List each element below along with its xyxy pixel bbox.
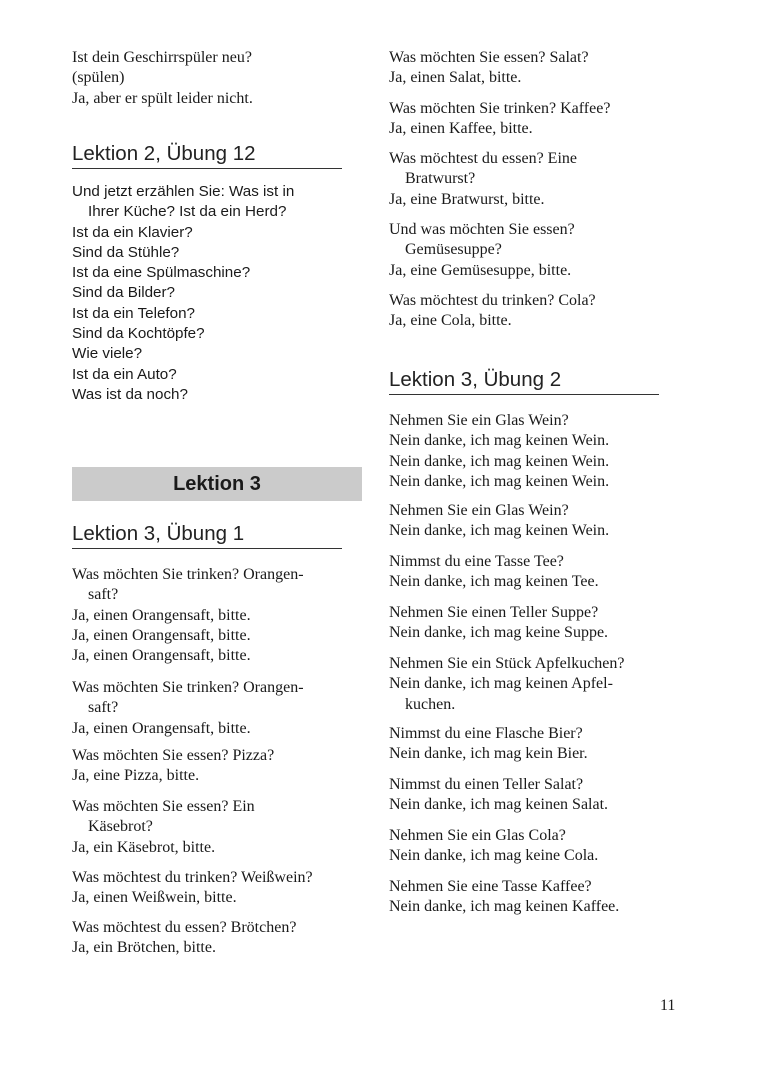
text-line: Nein danke, ich mag keinen Tee.	[389, 573, 599, 591]
text-line: Nehmen Sie ein Stück Apfelkuchen?	[389, 655, 625, 672]
text-line: Was möchten Sie trinken? Orangen-	[72, 566, 304, 583]
text-line: Was möchten Sie essen? Ein	[72, 798, 255, 815]
l3u1-group-1	[72, 565, 364, 666]
text-line: Ja, ein Käsebrot, bitte.	[72, 838, 216, 856]
l3u1-group-6	[72, 918, 364, 959]
text-line: Ja, einen Salat, bitte.	[389, 69, 522, 87]
text-line: Was möchtest du essen? Eine	[389, 150, 577, 167]
r-l3u1-group-5	[389, 291, 679, 332]
lesson-banner: Lektion 3	[72, 467, 362, 501]
text-line: Was möchten Sie trinken? Orangen-	[72, 679, 304, 696]
text-line: Bratwurst?	[405, 170, 476, 188]
text-line: Ja, eine Cola, bitte.	[389, 312, 512, 330]
text-line: Nein danke, ich mag keinen Wein.	[389, 522, 610, 540]
text-line: Nimmst du eine Tasse Tee?	[389, 553, 564, 570]
l3u2-group-2	[389, 501, 679, 542]
text-line: Und jetzt erzählen Sie: Was ist in	[72, 183, 295, 200]
text-line: Ist da eine Spülmaschine?	[72, 264, 251, 282]
l3u2-group-5	[389, 654, 679, 715]
text-line: Nein danke, ich mag keinen Wein.	[389, 472, 610, 490]
text-line: Nein danke, ich mag keinen Kaffee.	[389, 898, 620, 916]
text-line: Ja, aber er spült leider nicht.	[72, 89, 253, 107]
text-line: Nimmst du einen Teller Salat?	[389, 776, 584, 793]
text-line: Ist dein Geschirrspüler neu?	[72, 49, 252, 66]
section-heading-l3u2: Lektion 3, Übung 2	[389, 368, 659, 395]
text-line: Nein danke, ich mag keinen Wein.	[389, 452, 610, 470]
text-line: Ja, einen Weißwein, bitte.	[72, 889, 237, 907]
text-line: Ist da ein Klavier?	[72, 223, 193, 241]
text-line: Ja, einen Orangensaft, bitte.	[72, 626, 251, 644]
r-l3u1-group-4	[389, 220, 679, 281]
text-line: Nehmen Sie ein Glas Wein?	[389, 412, 569, 429]
section-heading-l3u1: Lektion 3, Übung 1	[72, 522, 342, 549]
text-line: Und was möchten Sie essen?	[389, 221, 575, 238]
l3u2-group-3	[389, 552, 679, 593]
text-line: Nimmst du eine Flasche Bier?	[389, 725, 583, 742]
text-line: Ja, eine Gemüsesuppe, bitte.	[389, 261, 572, 279]
text-line: Nehmen Sie einen Teller Suppe?	[389, 604, 599, 621]
text-line: Nehmen Sie eine Tasse Kaffee?	[389, 878, 592, 895]
l3u2-group-6	[389, 724, 679, 765]
text-line: Nehmen Sie ein Glas Cola?	[389, 827, 566, 844]
text-line: Sind da Stühle?	[72, 243, 180, 261]
l2u12-block	[72, 182, 364, 405]
text-line: Nehmen Sie ein Glas Wein?	[389, 502, 569, 519]
l3u2-group-9	[389, 877, 679, 918]
l3u1-group-3	[72, 746, 364, 787]
text-line: Gemüsesuppe?	[405, 241, 502, 259]
text-line: Ja, einen Kaffee, bitte.	[389, 120, 533, 138]
text-line: Ja, einen Orangensaft, bitte.	[72, 719, 251, 737]
text-line: saft?	[88, 586, 119, 604]
text-line: Was möchtest du trinken? Weißwein?	[72, 869, 313, 886]
text-line: Was möchtest du essen? Brötchen?	[72, 919, 297, 936]
text-line: Ihrer Küche? Ist da ein Herd?	[88, 203, 287, 221]
text-line: Was möchten Sie trinken? Kaffee?	[389, 100, 611, 117]
r-l3u1-group-1	[389, 48, 679, 89]
l3u2-group-8	[389, 826, 679, 867]
text-line: Wie viele?	[72, 345, 143, 363]
text-line: Ja, einen Orangensaft, bitte.	[72, 606, 251, 624]
text-line: Was möchtest du trinken? Cola?	[389, 292, 596, 309]
text-line: Sind da Bilder?	[72, 284, 176, 302]
text-line: Was möchten Sie essen? Salat?	[389, 49, 589, 66]
text-line: (spülen)	[72, 69, 125, 87]
text-line: Käsebrot?	[88, 818, 153, 836]
l3u1-group-5	[72, 868, 364, 909]
l3u1-group-2	[72, 678, 364, 739]
text-line: Nein danke, ich mag keinen Wein.	[389, 432, 610, 450]
text-line: Nein danke, ich mag kein Bier.	[389, 745, 588, 763]
text-line: Ja, eine Bratwurst, bitte.	[389, 190, 545, 208]
l3u1-group-4	[72, 797, 364, 858]
text-line: Ist da ein Telefon?	[72, 304, 195, 322]
r-l3u1-group-3	[389, 149, 679, 210]
l3u2-group-1	[389, 411, 679, 492]
page-number: 11	[660, 997, 676, 1014]
intro-block	[72, 48, 364, 109]
section-heading-l2u12: Lektion 2, Übung 12	[72, 142, 342, 169]
text-line: Nein danke, ich mag keine Cola.	[389, 847, 599, 865]
text-line: Nein danke, ich mag keinen Apfel-	[389, 675, 613, 693]
text-line: Nein danke, ich mag keine Suppe.	[389, 624, 609, 642]
text-line: Was ist da noch?	[72, 385, 188, 403]
text-line: Ja, ein Brötchen, bitte.	[72, 939, 216, 957]
text-line: Nein danke, ich mag keinen Salat.	[389, 796, 609, 814]
l3u2-group-7	[389, 775, 679, 816]
text-line: Ja, eine Pizza, bitte.	[72, 767, 200, 785]
text-line: Was möchten Sie essen? Pizza?	[72, 747, 275, 764]
r-l3u1-group-2	[389, 99, 679, 140]
text-line: Ist da ein Auto?	[72, 365, 177, 383]
text-line: saft?	[88, 699, 119, 717]
text-line: kuchen.	[405, 695, 456, 713]
text-line: Sind da Kochtöpfe?	[72, 325, 205, 343]
l3u2-group-4	[389, 603, 679, 644]
text-line: Ja, einen Orangensaft, bitte.	[72, 647, 251, 665]
